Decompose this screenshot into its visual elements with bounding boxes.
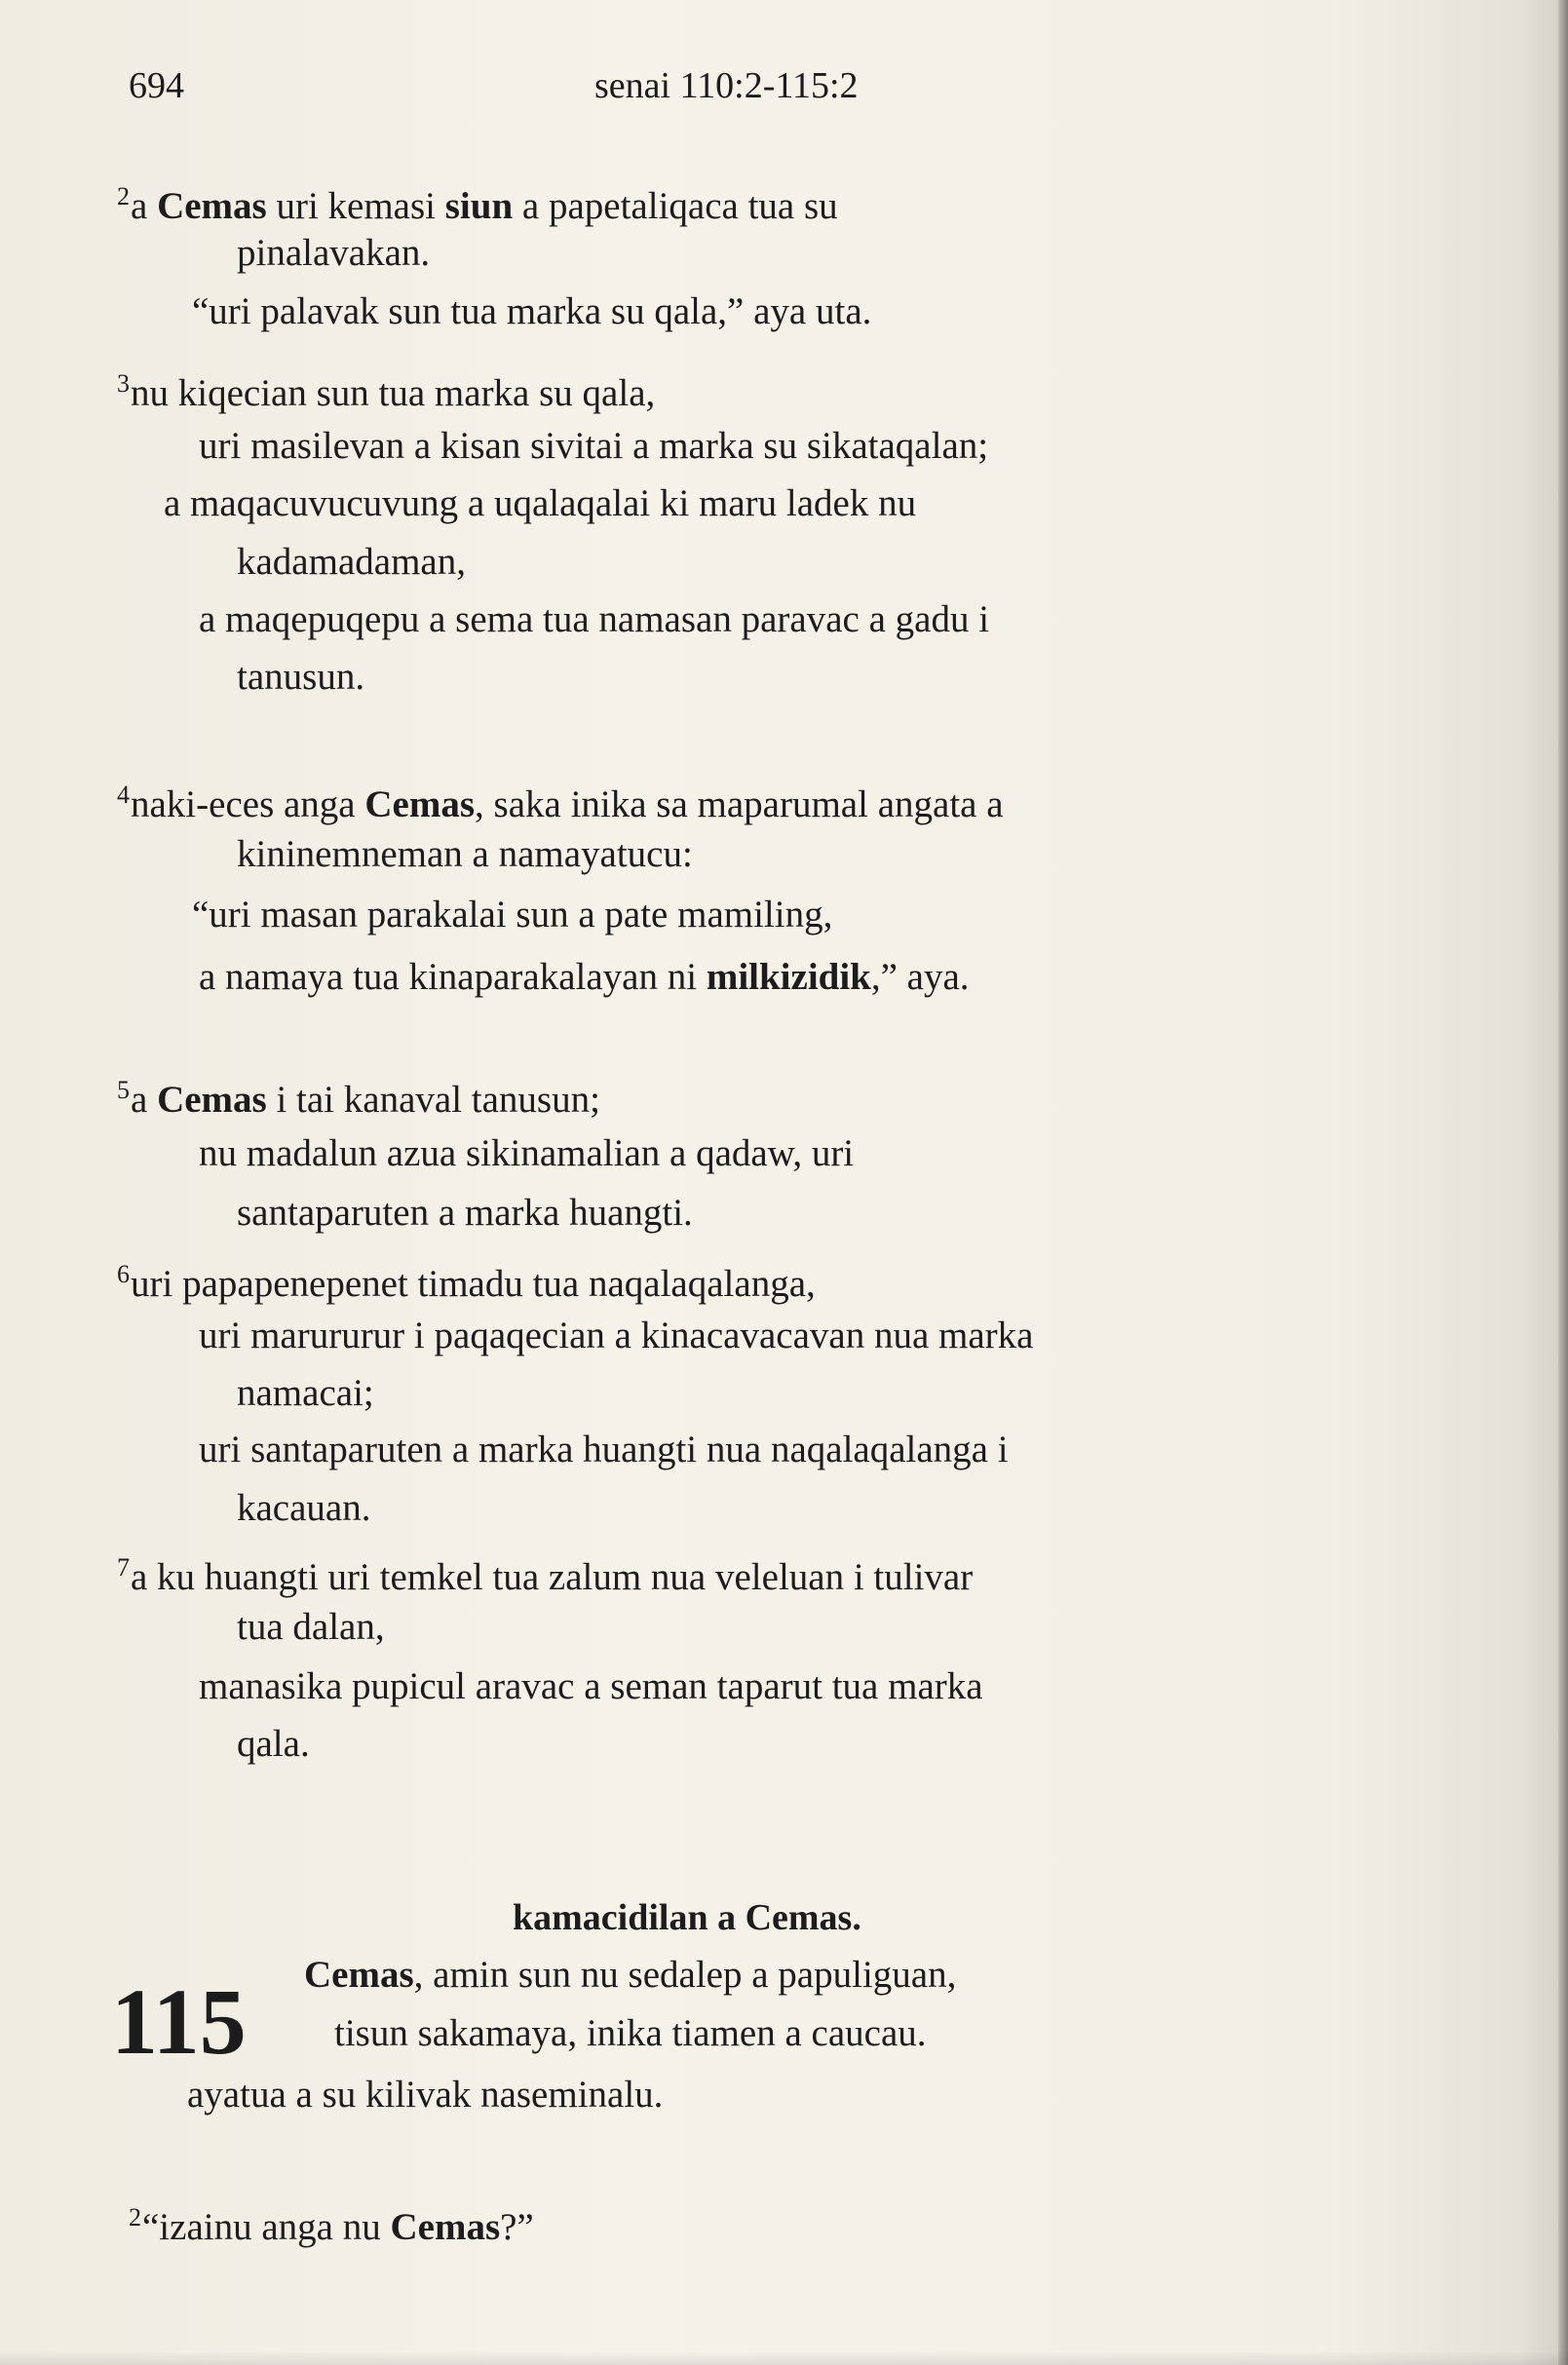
verse-4-line-2: kininemneman a namayatucu: [237, 833, 693, 875]
chapter-115-verse-1-line-1: Cemas, amin sun nu sedalep a papuliguan, [304, 1954, 957, 1996]
chapter-115-verse-2-line-1: $^2$“izainu anga nu Cemas?” [129, 2203, 534, 2248]
verse-number: 2 [117, 182, 130, 210]
verse-6-line-4: uri santaparuten a marka huangti nua naqalaqalanga i [199, 1429, 1009, 1470]
running-head-title: senai 110:2-115:2 [594, 65, 859, 106]
verse-3-line-5: a maqepuqepu a sema tua namasan paravac a gadu i [199, 598, 990, 640]
page-bottom-shadow [0, 2351, 1568, 2365]
verse-5-line-1: $^5$a Cemas i tai kanaval tanusun; [117, 1076, 600, 1121]
verse-5-line-2: nu madalun azua sikinamalian a qadaw, uri [199, 1132, 855, 1174]
verse-4-line-4: a namaya tua kinaparakalayan ni milkizidik,” aya. [199, 956, 970, 998]
verse-7-line-4: qala. [237, 1723, 310, 1765]
verse-3-line-2: uri masilevan a kisan sivitai a marka su sikataqalan; [199, 425, 989, 467]
verse-7-line-1: $^7$a ku huangti uri temkel tua zalum nua veleluan i tulivar [117, 1553, 974, 1598]
verse-number: 5 [117, 1076, 130, 1104]
verse-3-line-4: kadamadaman, [237, 541, 466, 583]
verse-number: 2 [129, 2203, 141, 2231]
verse-3-line-1: $^3$nu kiqecian sun tua marka su qala, [117, 369, 656, 414]
verse-5-line-3: santaparuten a marka huangti. [237, 1192, 693, 1234]
verse-2-line-3: “uri palavak sun tua marka su qala,” aya uta. [192, 290, 872, 332]
verse-3-line-6: tanusun. [237, 656, 365, 698]
verse-6-line-2: uri marururur i paqaqecian a kinacavacavan nua marka [199, 1315, 1034, 1356]
verse-number: 7 [117, 1553, 130, 1582]
verse-4-line-1: $^4$naki-eces anga Cemas, saka inika sa maparumal angata a [117, 781, 1004, 825]
verse-6-line-5: kacauan. [237, 1487, 371, 1529]
verse-2-line-2: pinalavakan. [237, 232, 431, 274]
verse-6-line-1: $^6$uri papapenepenet timadu tua naqalaqalanga, [117, 1260, 816, 1305]
verse-7-line-3: manasika pupicul aravac a seman taparut tua marka [199, 1665, 983, 1707]
verse-number: 4 [117, 781, 130, 809]
chapter-115-verse-1-line-3: ayatua a su kilivak naseminalu. [187, 2074, 664, 2116]
verse-3-line-3: a maqacuvucuvung a uqalaqalai ki maru ladek nu [164, 482, 917, 524]
verse-6-line-3: namacai; [237, 1372, 374, 1414]
running-head [0, 64, 1568, 123]
page-number: 694 [129, 65, 184, 106]
verse-7-line-2: tua dalan, [237, 1606, 385, 1648]
page-edge-shadow [1558, 0, 1568, 2365]
verse-4-line-3: “uri masan parakalai sun a pate mamiling, [192, 894, 833, 935]
verse-number: 3 [117, 369, 130, 398]
chapter-number: 115 [111, 1969, 247, 2074]
section-heading: kamacidilan a Cemas. [513, 1897, 861, 1938]
chapter-115-verse-1-line-2: tisun sakamaya, inika tiamen a caucau. [334, 2012, 927, 2054]
verse-2-line-1: $^2$a Cemas uri kemasi siun a papetaliqaca tua su [117, 182, 838, 227]
verse-number: 6 [117, 1260, 130, 1288]
